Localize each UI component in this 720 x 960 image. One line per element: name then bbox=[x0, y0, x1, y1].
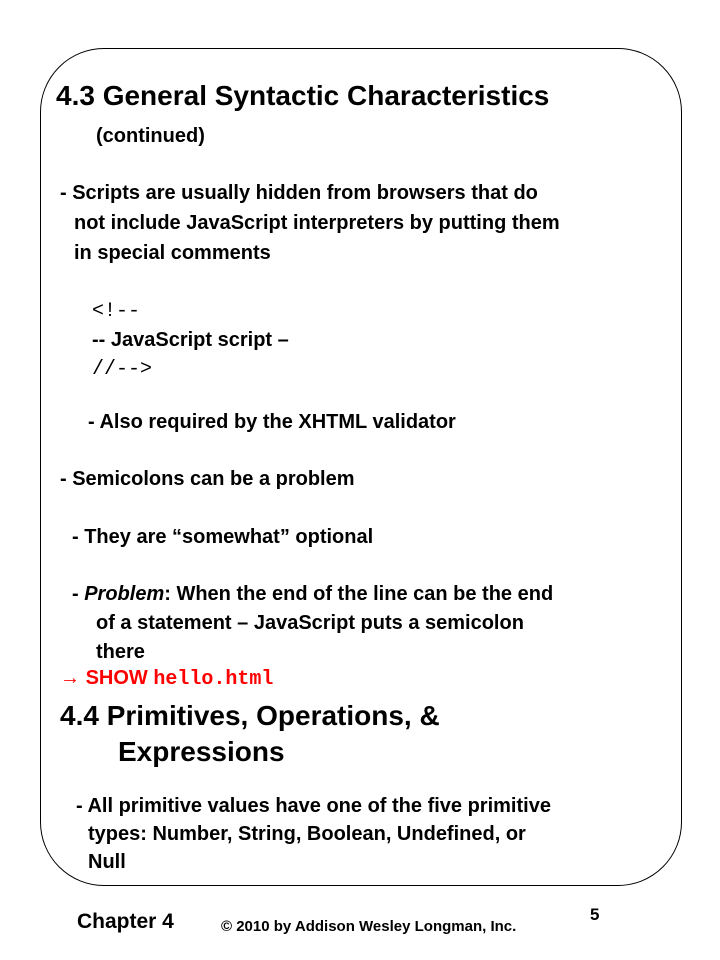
bullet-also-required: - Also required by the XHTML validator bbox=[88, 411, 456, 433]
bullet-primitives-line3: Null bbox=[88, 851, 126, 873]
show-hello-line bbox=[60, 667, 273, 691]
bullet-problem-line3: there bbox=[96, 641, 145, 663]
footer-copyright: © 2010 by Addison Wesley Longman, Inc. bbox=[221, 918, 517, 935]
bullet-scripts-line2: not include JavaScript interpreters by putting them bbox=[74, 212, 560, 234]
problem-rest: : When the end of the line can be the end bbox=[164, 583, 554, 605]
footer-chapter: Chapter 4 bbox=[77, 910, 174, 933]
section2-title-line1: 4.4 Primitives, Operations, & bbox=[60, 700, 440, 731]
bullet-scripts-line3: in special comments bbox=[74, 242, 271, 264]
arrow-right-icon: → bbox=[60, 667, 80, 689]
bullet-problem-line1 bbox=[72, 583, 553, 606]
show-file: hello.html bbox=[153, 668, 274, 691]
section-title-continued: (continued) bbox=[96, 125, 205, 147]
problem-dash: - bbox=[72, 583, 85, 605]
code-close-comment: //--> bbox=[92, 358, 153, 381]
show-label: SHOW bbox=[85, 667, 148, 689]
section-title: 4.3 General Syntactic Characteristics bbox=[56, 80, 550, 111]
bullet-semicolons: - Semicolons can be a problem bbox=[60, 468, 355, 490]
bullet-optional: - They are “somewhat” optional bbox=[72, 526, 374, 548]
code-script-line: -- JavaScript script – bbox=[92, 329, 289, 351]
footer-page-number: 5 bbox=[590, 905, 600, 924]
bullet-scripts-line1: - Scripts are usually hidden from browsers that do bbox=[60, 182, 538, 204]
bullet-problem-line2: of a statement – JavaScript puts a semicolon bbox=[96, 612, 524, 634]
bullet-primitives-line2: types: Number, String, Boolean, Undefined, or bbox=[88, 823, 526, 845]
bullet-primitives-line1: - All primitive values have one of the five primitive bbox=[76, 795, 551, 817]
section2-title-line2: Expressions bbox=[118, 736, 285, 767]
problem-word: Problem bbox=[84, 583, 165, 605]
code-open-comment: <!-- bbox=[92, 300, 141, 323]
